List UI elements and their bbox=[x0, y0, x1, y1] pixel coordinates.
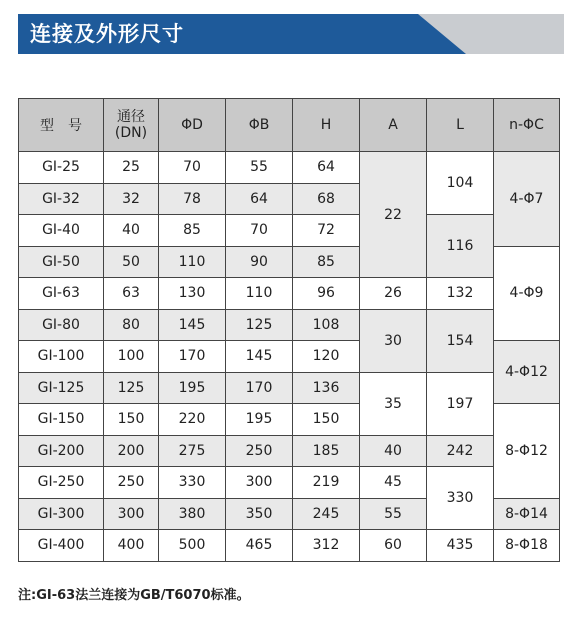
cell-ob: 64 bbox=[226, 183, 293, 215]
cell-od: 145 bbox=[159, 309, 226, 341]
header-dn-line2: (DN) bbox=[114, 125, 148, 141]
cell-ob: 350 bbox=[226, 498, 293, 530]
cell-dn: 125 bbox=[104, 372, 159, 404]
table-row bbox=[19, 372, 560, 404]
section-banner bbox=[18, 14, 564, 54]
cell-ob: 125 bbox=[226, 309, 293, 341]
cell-dn: 200 bbox=[104, 435, 159, 467]
cell-model: GI-50 bbox=[19, 246, 104, 278]
cell-l: 104 bbox=[427, 152, 494, 215]
cell-ob: 465 bbox=[226, 530, 293, 562]
section-title: 连接及外形尺寸 bbox=[30, 22, 184, 46]
cell-l: 132 bbox=[427, 278, 494, 310]
cell-dn: 50 bbox=[104, 246, 159, 278]
cell-h: 245 bbox=[293, 498, 360, 530]
cell-h: 136 bbox=[293, 372, 360, 404]
cell-ob: 90 bbox=[226, 246, 293, 278]
cell-a: 22 bbox=[360, 152, 427, 278]
cell-nc: 4-Φ12 bbox=[494, 341, 560, 404]
footnote: 注:GI-63法兰连接为GB/T6070标准。 bbox=[18, 588, 250, 603]
cell-model: GI-32 bbox=[19, 183, 104, 215]
cell-h: 312 bbox=[293, 530, 360, 562]
table-row bbox=[19, 152, 560, 184]
cell-model: GI-40 bbox=[19, 215, 104, 247]
header-nc: n-ΦC bbox=[494, 99, 560, 152]
cell-a: 40 bbox=[360, 435, 427, 467]
cell-a: 60 bbox=[360, 530, 427, 562]
cell-dn: 63 bbox=[104, 278, 159, 310]
cell-od: 170 bbox=[159, 341, 226, 373]
header-l: L bbox=[427, 99, 494, 152]
cell-dn: 40 bbox=[104, 215, 159, 247]
cell-h: 219 bbox=[293, 467, 360, 499]
cell-h: 120 bbox=[293, 341, 360, 373]
cell-od: 275 bbox=[159, 435, 226, 467]
cell-dn: 100 bbox=[104, 341, 159, 373]
cell-model: GI-25 bbox=[19, 152, 104, 184]
header-ob: ΦB bbox=[226, 99, 293, 152]
header-dn-line1: 通径 bbox=[117, 109, 145, 125]
cell-model: GI-400 bbox=[19, 530, 104, 562]
cell-ob: 250 bbox=[226, 435, 293, 467]
cell-od: 130 bbox=[159, 278, 226, 310]
cell-model: GI-250 bbox=[19, 467, 104, 499]
header-h: H bbox=[293, 99, 360, 152]
cell-nc: 4-Φ7 bbox=[494, 152, 560, 247]
table-row bbox=[19, 467, 560, 499]
cell-ob: 145 bbox=[226, 341, 293, 373]
table-row bbox=[19, 530, 560, 562]
table-row bbox=[19, 278, 560, 310]
cell-l: 116 bbox=[427, 215, 494, 278]
cell-a: 45 bbox=[360, 467, 427, 499]
cell-ob: 55 bbox=[226, 152, 293, 184]
cell-od: 110 bbox=[159, 246, 226, 278]
cell-nc: 8-Φ14 bbox=[494, 498, 560, 530]
cell-dn: 300 bbox=[104, 498, 159, 530]
cell-h: 96 bbox=[293, 278, 360, 310]
cell-od: 85 bbox=[159, 215, 226, 247]
header-dn bbox=[104, 99, 159, 152]
header-a: A bbox=[360, 99, 427, 152]
cell-l: 435 bbox=[427, 530, 494, 562]
cell-od: 220 bbox=[159, 404, 226, 436]
cell-dn: 400 bbox=[104, 530, 159, 562]
cell-dn: 80 bbox=[104, 309, 159, 341]
cell-l: 154 bbox=[427, 309, 494, 372]
cell-model: GI-200 bbox=[19, 435, 104, 467]
cell-l: 197 bbox=[427, 372, 494, 435]
table-row bbox=[19, 215, 560, 247]
cell-od: 330 bbox=[159, 467, 226, 499]
cell-model: GI-125 bbox=[19, 372, 104, 404]
cell-ob: 170 bbox=[226, 372, 293, 404]
cell-a: 30 bbox=[360, 309, 427, 372]
cell-model: GI-100 bbox=[19, 341, 104, 373]
cell-a: 35 bbox=[360, 372, 427, 435]
cell-h: 72 bbox=[293, 215, 360, 247]
cell-nc: 8-Φ18 bbox=[494, 530, 560, 562]
cell-od: 70 bbox=[159, 152, 226, 184]
cell-h: 108 bbox=[293, 309, 360, 341]
header-model: 型 号 bbox=[19, 99, 104, 152]
cell-ob: 70 bbox=[226, 215, 293, 247]
table-row bbox=[19, 435, 560, 467]
cell-l: 330 bbox=[427, 467, 494, 530]
cell-od: 195 bbox=[159, 372, 226, 404]
cell-dn: 32 bbox=[104, 183, 159, 215]
cell-a: 55 bbox=[360, 498, 427, 530]
cell-od: 500 bbox=[159, 530, 226, 562]
cell-ob: 300 bbox=[226, 467, 293, 499]
cell-nc: 8-Φ12 bbox=[494, 404, 560, 499]
cell-model: GI-300 bbox=[19, 498, 104, 530]
cell-dn: 150 bbox=[104, 404, 159, 436]
cell-od: 380 bbox=[159, 498, 226, 530]
cell-model: GI-150 bbox=[19, 404, 104, 436]
cell-model: GI-63 bbox=[19, 278, 104, 310]
cell-h: 68 bbox=[293, 183, 360, 215]
table-header-row bbox=[19, 99, 560, 152]
cell-od: 78 bbox=[159, 183, 226, 215]
cell-model: GI-80 bbox=[19, 309, 104, 341]
table-row bbox=[19, 309, 560, 341]
cell-h: 64 bbox=[293, 152, 360, 184]
cell-h: 185 bbox=[293, 435, 360, 467]
cell-ob: 195 bbox=[226, 404, 293, 436]
cell-h: 85 bbox=[293, 246, 360, 278]
cell-dn: 250 bbox=[104, 467, 159, 499]
cell-l: 242 bbox=[427, 435, 494, 467]
dimension-table bbox=[18, 98, 560, 562]
header-od: ΦD bbox=[159, 99, 226, 152]
cell-dn: 25 bbox=[104, 152, 159, 184]
cell-ob: 110 bbox=[226, 278, 293, 310]
cell-a: 26 bbox=[360, 278, 427, 310]
cell-h: 150 bbox=[293, 404, 360, 436]
cell-nc: 4-Φ9 bbox=[494, 246, 560, 341]
